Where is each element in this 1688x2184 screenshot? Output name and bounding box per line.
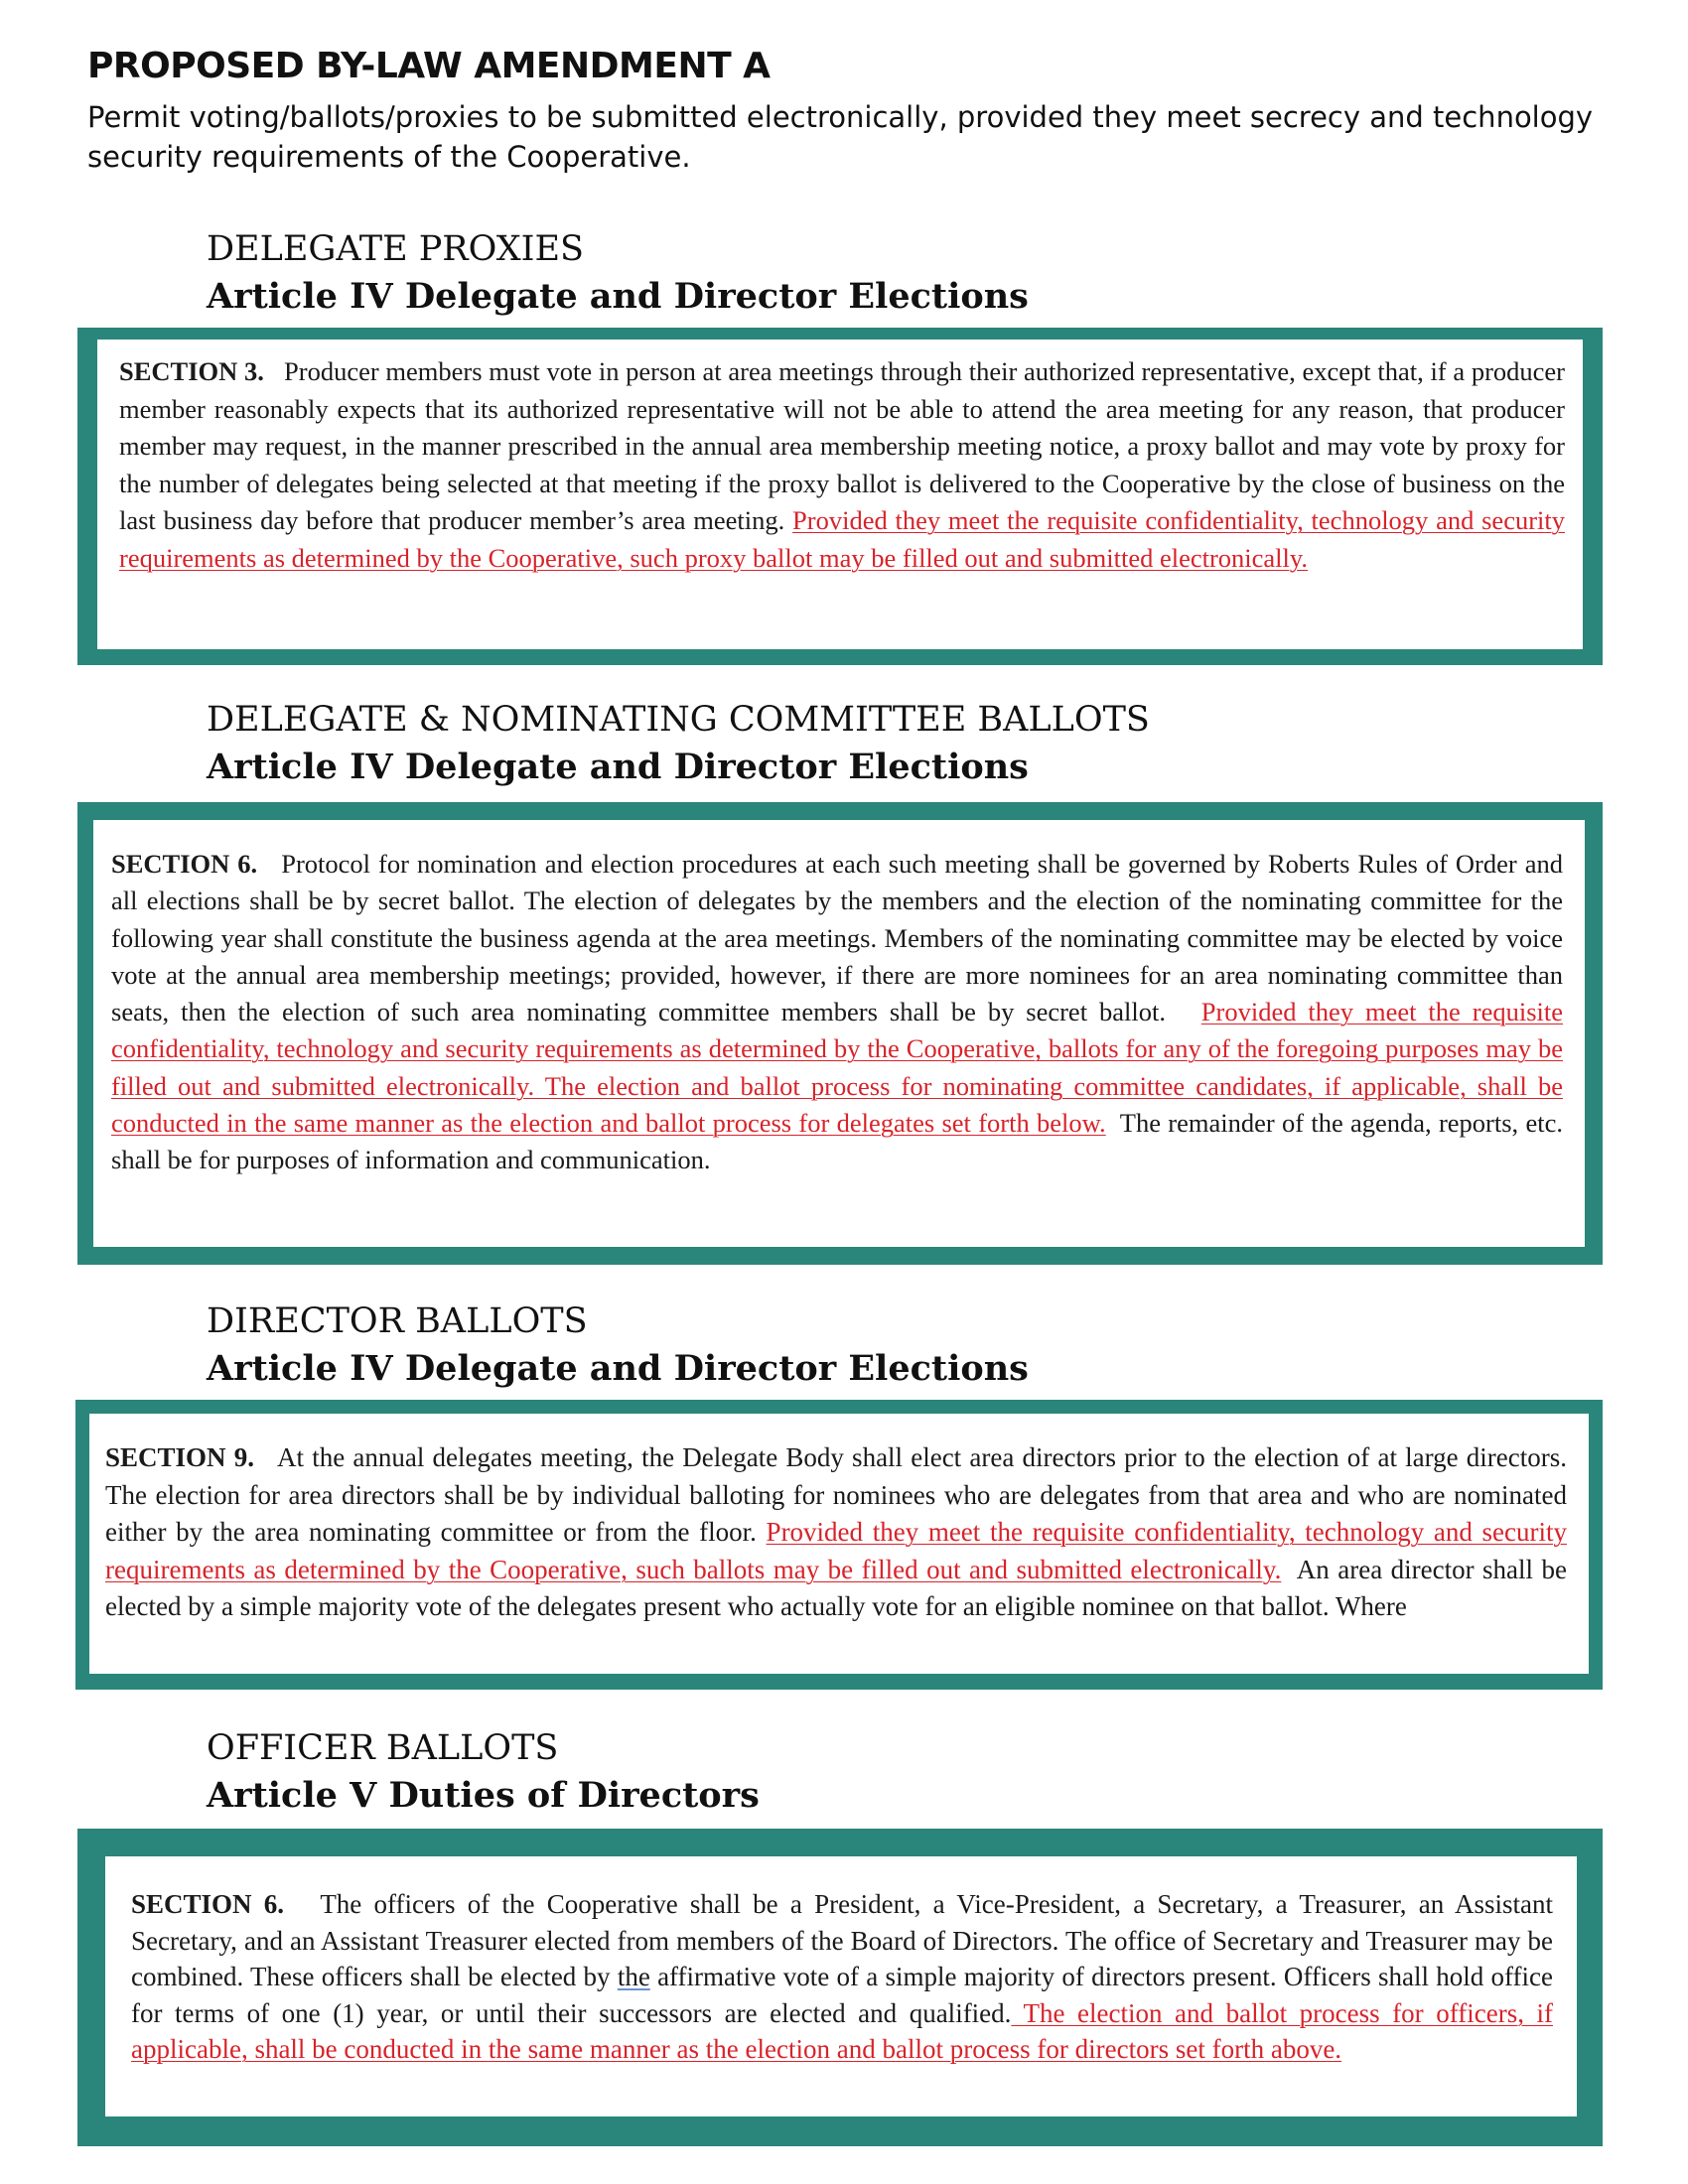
- section-label: SECTION 6.: [111, 849, 258, 879]
- heading-article: Article V Duties of Directors: [207, 1775, 760, 1816]
- section-label: SECTION 6.: [131, 1889, 285, 1919]
- bylaw-panel-section-3: [77, 328, 1603, 665]
- amendment-text: Provided they meet the requisite confidentiality, technology and security requirements as determined by the Cooperative, such proxy ballot may be filled out and submitted electronically.: [119, 505, 1566, 573]
- bylaw-text-card: [105, 1856, 1577, 2116]
- heading-title: DELEGATE & NOMINATING COMMITTEE BALLOTS: [207, 700, 1150, 740]
- bylaw-paragraph: [105, 1439, 1567, 1626]
- underlined-word: the: [617, 1962, 650, 1991]
- amendment-text: The election and ballot process for officers, if applicable, shall be conducted in the same manner as the election and ballot process for directors set forth above.: [131, 1997, 1554, 2064]
- section-label: SECTION 3.: [119, 356, 264, 386]
- amendment-text: Provided they meet the requisite confidentiality, technology and security requirements as determined by the Cooperative, such ballots may be filled out and submitted electronically.: [105, 1517, 1568, 1584]
- bylaw-paragraph: [111, 846, 1563, 1179]
- section-tail: The remainder of the agenda, reports, etc. shall be for purposes of information and communication.: [111, 1108, 1563, 1175]
- section-label: SECTION 9.: [105, 1442, 254, 1472]
- section-body: Producer members must vote in person at area meetings through their authorized representative, except that, if a producer member reasonably expects that its authorized representative will not be able to attend the area meeting for any reason, that producer member may request, in the manner prescribed in the annual area membership meeting notice, a proxy ballot and may vote by proxy for the number of delegates being selected at that meeting if the proxy ballot is delivered to the Cooperative by the close of business on the last business day before that producer member’s area meeting.: [119, 356, 1565, 535]
- heading-title: DELEGATE PROXIES: [207, 229, 584, 269]
- bylaw-panel-section-6: [77, 802, 1603, 1265]
- section-body: The officers of the Cooperative shall be a President, a Vice-President, a Secretary, a Treasurer, an Assistant Secretary, and an Assistant Treasurer elected from members of the Board of Directors. The office of Secretary and Treasurer may be combined. These officers shall be elected by: [131, 1889, 1553, 1991]
- section-body-continued: affirmative vote of a simple majority of directors present. Officers shall hold office for terms of one (1) year, or until their successors are elected and qualified.: [131, 1962, 1553, 2028]
- bylaw-text-card: [89, 1414, 1589, 1674]
- section-heading-delegate-proxies: [207, 226, 1029, 320]
- heading-title: OFFICER BALLOTS: [207, 1728, 559, 1768]
- heading-article: Article IV Delegate and Director Elections: [207, 747, 1029, 787]
- bylaw-text-card: [93, 820, 1585, 1247]
- amendment-text: Provided they meet the requisite confidentiality, technology and security requirements as determined by the Cooperative, ballots for any of the foregoing purposes may be filled out and submitted electronically. The election and ballot process for nominating committee candidates, if applicable, shall be conducted in the same manner as the election and ballot process for delegates set forth below.: [111, 997, 1563, 1139]
- heading-article: Article IV Delegate and Director Elections: [207, 276, 1029, 317]
- page-subtitle: Permit voting/ballots/proxies to be submitted electronically, provided they meet secrecy and technology security requirements of the Cooperative.: [87, 100, 1594, 174]
- heading-article: Article IV Delegate and Director Elections: [207, 1348, 1029, 1389]
- bylaw-paragraph: [119, 353, 1565, 577]
- bylaw-paragraph: [131, 1886, 1553, 2068]
- bylaw-text-card: [97, 340, 1583, 649]
- page-title: PROPOSED BY-LAW AMENDMENT A: [87, 46, 771, 86]
- section-heading-director-ballots: [207, 1298, 1029, 1392]
- section-body: At the annual delegates meeting, the Delegate Body shall elect area directors prior to the election of at large directors. The election for area directors shall be by individual balloting for nominees who are delegates from that area and who are nominated either by the area nominating committee or from the floor.: [105, 1442, 1567, 1548]
- section-heading-officer-ballots: [207, 1725, 760, 1819]
- section-body: Protocol for nomination and election procedures at each such meeting shall be governed by Roberts Rules of Order and all elections shall be by secret ballot. The election of delegates by the members and the election of the nominating committee for the following year shall constitute the business agenda at the area meetings. Members of the nominating committee may be elected by voice vote at the annual area membership meetings; provided, however, if there are more nominees for an area nominating committee than seats, then the election of such area nominating committee members shall be by secret ballot.: [111, 849, 1563, 1027]
- bylaw-panel-section-9: [75, 1400, 1603, 1690]
- section-tail: An area director shall be elected by a simple majority vote of the delegates present who actually vote for an eligible nominee on that ballot. Where: [105, 1554, 1567, 1622]
- heading-title: DIRECTOR BALLOTS: [207, 1301, 588, 1341]
- bylaw-panel-officers-section-6: [77, 1829, 1603, 2146]
- section-heading-nominating-committee: [207, 697, 1150, 790]
